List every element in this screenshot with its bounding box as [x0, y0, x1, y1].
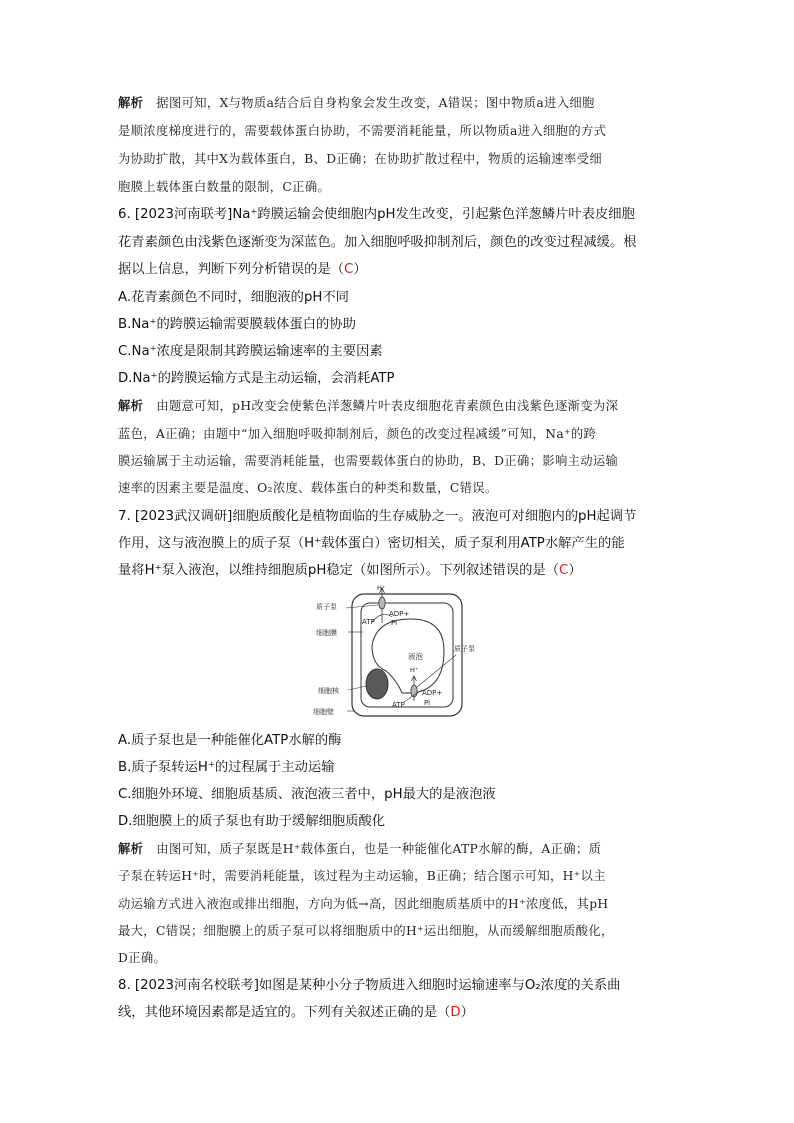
q6-stem-close: ）	[353, 262, 367, 277]
q7-analysis-line-3: 动运输方式进入液泡或排出细胞，方向为低→高，因此细胞质基质中的H⁺浓度低，其pH	[118, 897, 609, 911]
proton-pump-left-label: 质子泵	[316, 603, 337, 611]
q7-stem-close: ）	[568, 563, 582, 578]
pi-top-label: Pi	[391, 619, 398, 627]
analysis-label: 解析	[118, 842, 144, 856]
atp-top-label: ATP	[362, 618, 375, 626]
adp-bottom-label: ADP+	[422, 689, 443, 697]
q7-stem-line-2: 作用，这与液泡膜上的质子泵（H⁺载体蛋白）密切相关，质子泵利用ATP水解产生的能	[118, 536, 625, 551]
adp-top-label: ADP+	[389, 610, 410, 618]
cell-membrane-label: 细胞膜	[316, 629, 337, 637]
analysis-label: 解析	[118, 96, 144, 110]
analysis-text: 由图可知，质子泵既是H⁺载体蛋白，也是一种能催化ATP水解的酶，A正确；质	[156, 842, 602, 856]
atp-bottom-label: ATP	[392, 701, 405, 709]
analysis-q5-line-3: 为协助扩散，其中X为载体蛋白，B、D正确；在协助扩散过程中，物质的运输速率受细	[118, 152, 602, 166]
q7-analysis-line-1	[118, 843, 601, 855]
cell-wall-label: 细胞壁	[313, 708, 334, 716]
q7-stem-line-1: 7. [2023武汉调研]细胞质酸化是植物面临的生存威胁之一。液泡可对细胞内的pH起调节	[118, 509, 637, 524]
pi-bottom-label: Pi	[424, 699, 431, 707]
h-ion-top: H⁺	[377, 584, 386, 592]
nucleus-shape	[366, 669, 388, 699]
q7-analysis-line-4: 最大，C错误；细胞膜上的质子泵可以将细胞质中的H⁺运出细胞，从而缓解细胞质酸化，	[118, 924, 614, 938]
q6-analysis-line-4: 速率的因素主要是温度、O₂浓度、载体蛋白的种类和数量，C错误。	[118, 481, 498, 495]
q7-answer: C	[559, 563, 569, 578]
proton-pump-right-label: 质子泵	[454, 645, 475, 653]
analysis-label: 解析	[118, 399, 144, 413]
h-ion-vacuole: H⁺	[410, 666, 419, 674]
q6-option-c: C.Na⁺浓度是限制其跨膜运输速率的主要因素	[118, 344, 383, 359]
analysis-text: 据图可知，X与物质a结合后自身构象会发生改变，A错误；图中物质a进入细胞	[156, 96, 595, 110]
q7-stem-line-3	[118, 564, 582, 577]
vacuole-label: 液泡	[408, 652, 423, 661]
q8-stem-text: 线，其他环境因素都是适宜的。下列有关叙述正确的是（	[118, 1005, 451, 1020]
q6-stem-line-1: 6. [2023河南联考]Na⁺跨膜运输会使细胞内pH发生改变，引起紫色洋葱鳞片叶表皮细胞	[118, 207, 635, 222]
q6-stem-line-2: 花青素颜色由浅紫色逐渐变为深蓝色。加入细胞呼吸抑制剂后，颜色的改变过程减缓。根	[118, 235, 637, 250]
q6-analysis-line-1	[118, 400, 618, 412]
q7-analysis-line-2: 子泵在转运H⁺时，需要消耗能量，该过程为主动运输，B正确；结合图示可知，H⁺以主	[118, 869, 606, 883]
q7-option-b: B.质子泵转运H⁺的过程属于主动运输	[118, 760, 335, 775]
q6-analysis-line-3: 膜运输属于主动运输，需要消耗能量，也需要载体蛋白的协助，B、D正确；影响主动运输	[118, 454, 619, 468]
q7-stem-text: 量将H⁺泵入液泡，以维持细胞质pH稳定（如图所示）。下列叙述错误的是（	[118, 563, 560, 578]
q6-analysis-line-2: 蓝色，A正确；由题中“加入细胞呼吸抑制剂后，颜色的改变过程减缓”可知，Na⁺的跨	[118, 427, 597, 441]
q6-option-a: A.花青素颜色不同时，细胞液的pH不同	[118, 290, 349, 305]
q7-option-a: A.质子泵也是一种能催化ATP水解的酶	[118, 733, 342, 748]
q8-stem-close: ）	[460, 1005, 474, 1020]
analysis-q5-line-2: 是顺浓度梯度进行的，需要载体蛋白协助，不需要消耗能量，所以物质a进入细胞的方式	[118, 124, 607, 138]
q8-stem-line-2	[118, 1006, 474, 1019]
q7-analysis-line-5: D正确。	[118, 951, 167, 965]
analysis-q5-line-1	[118, 97, 595, 109]
nucleus-label: 细胞核	[318, 687, 339, 695]
leader-nucleus	[348, 686, 367, 690]
q6-option-d: D.Na⁺的跨膜运输方式是主动运输，会消耗ATP	[118, 371, 395, 386]
cell-proton-pump-diagram	[306, 583, 478, 723]
analysis-text: 由题意可知，pH改变会使紫色洋葱鳞片叶表皮细胞花青素颜色由浅紫色逐渐变为深	[156, 399, 619, 413]
q6-stem-line-3	[118, 263, 367, 276]
q6-answer: C	[344, 262, 354, 277]
q7-option-d: D.细胞膜上的质子泵也有助于缓解细胞质酸化	[118, 814, 386, 829]
q6-stem-text: 据以上信息，判断下列分析错误的是（	[118, 262, 345, 277]
q6-option-b: B.Na⁺的跨膜运输需要膜载体蛋白的协助	[118, 317, 356, 332]
top-proton-pump	[379, 597, 385, 609]
q8-answer: D	[450, 1005, 461, 1020]
q7-option-c: C.细胞外环境、细胞质基质、液泡液三者中，pH最大的是液泡液	[118, 787, 496, 802]
analysis-q5-line-4: 胞膜上载体蛋白数量的限制，C正确。	[118, 180, 331, 194]
q8-stem-line-1: 8. [2023河南名校联考]如图是某种小分子物质进入细胞时运输速率与O₂浓度的关系曲	[118, 978, 621, 993]
